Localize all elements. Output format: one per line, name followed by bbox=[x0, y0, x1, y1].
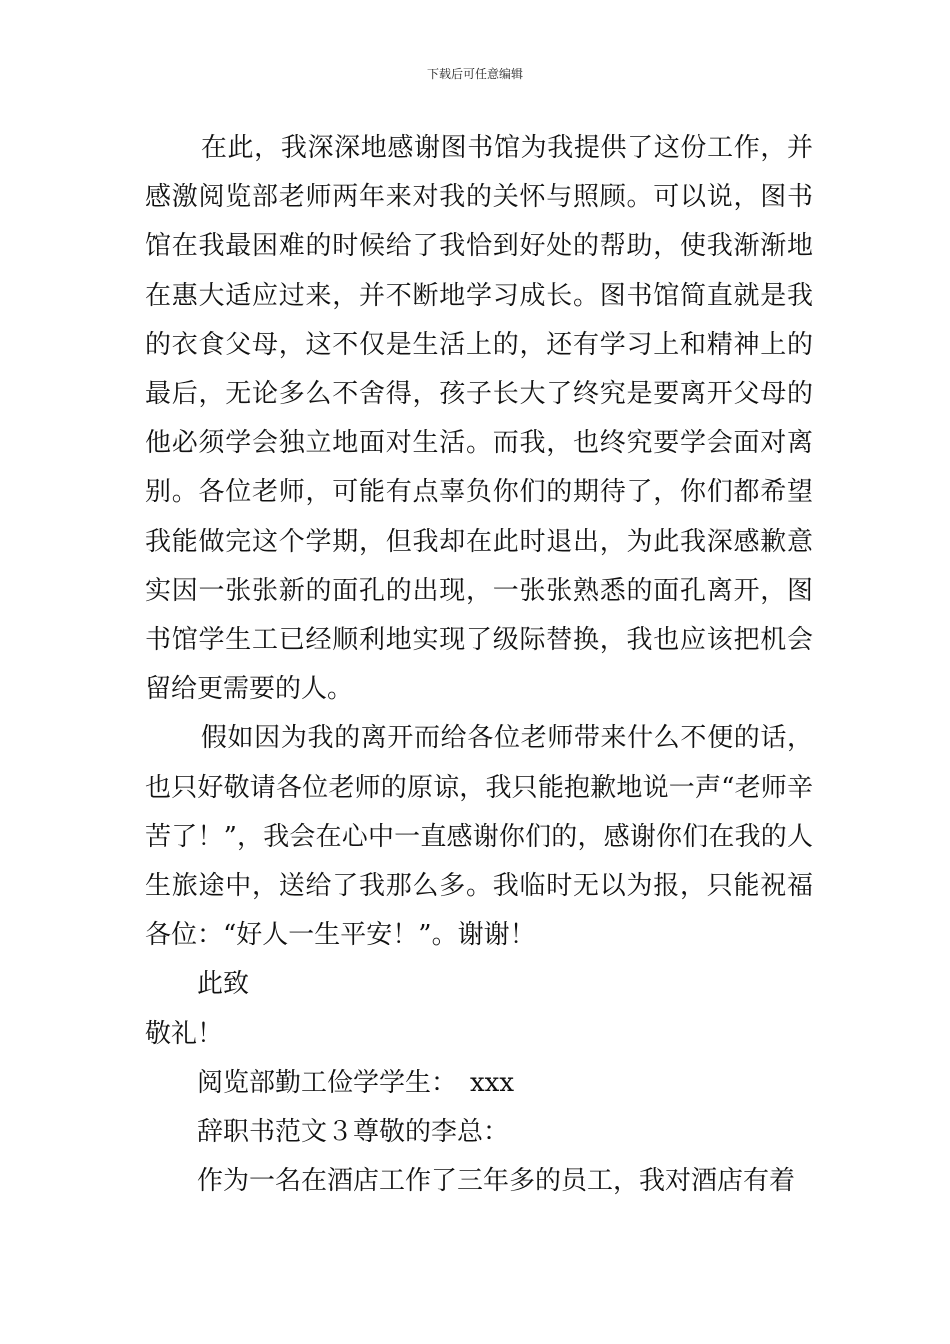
closing-salutation: 此致 bbox=[197, 969, 250, 1000]
closing-regards: 敬礼！ bbox=[145, 1018, 224, 1049]
paragraph-gratitude: 在此，我深深地感谢图书馆为我提供了这份工作，并感激阅览部老师两年来对我的关怀与照顾。可以说，图书馆在我最困难的时候给了我恰到好处的帮助，使我渐渐地在惠大适应过来，并不断地学习成长。图书馆简直就是我的衣食父母，这不仅是生活上的，还有学习上和精神上的最后，无论多么不舍得，孩子长大了终究是要离开父母的他必须学会独立地面对生活。而我，也终究要学会面对离别。各位老师，可能有点辜负你们的期待了，你们都希望我能做完这个学期，但我却在此时退出，为此我深感歉意实因一张张新的面孔的出现，一张张熟悉的面孔离开，图书馆学生工已经顺利地实现了级际替换，我也应该把机会留给更需要的人。 bbox=[145, 133, 813, 705]
paragraph-apology: 假如因为我的离开而给各位老师带来什么不便的话，也只好敬请各位老师的原谅，我只能抱歉地说一声“老师辛苦了！”，我会在心中一直感谢你们的，感谢你们在我的人生旅途中，送给了我那么多。我临时无以为报，只能祝福各位：“好人一生平安！”。谢谢！ bbox=[145, 723, 813, 951]
next-letter-title: 辞职书范文３尊敬的李总： bbox=[197, 1117, 510, 1148]
signature-line: 阅览部勤工俭学学生： xxx bbox=[197, 1067, 514, 1098]
document-body bbox=[145, 124, 813, 1206]
page-header: 下载后可任意编辑 bbox=[426, 67, 523, 81]
next-letter-paragraph: 作为一名在酒店工作了三年多的员工，我对酒店有着 bbox=[197, 1166, 796, 1197]
